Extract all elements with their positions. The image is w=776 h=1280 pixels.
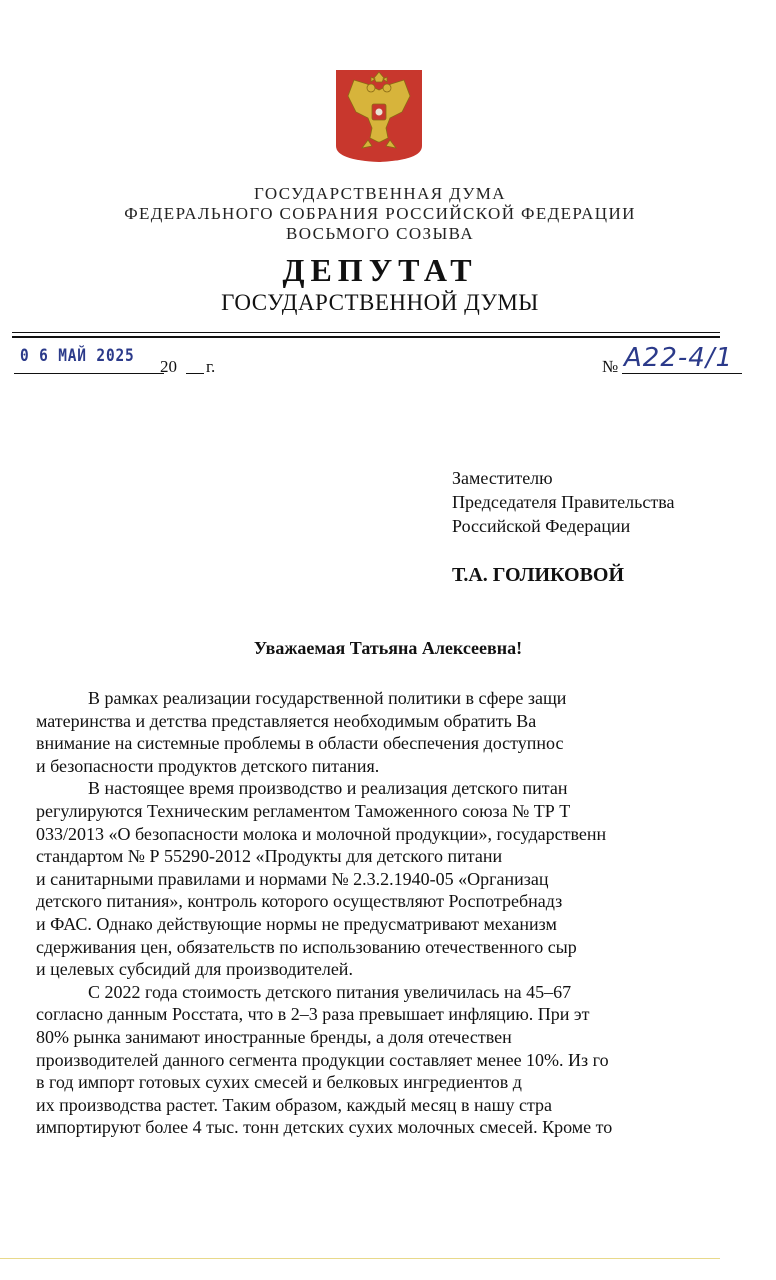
letterhead-line-convocation: ВОСЬМОГО СОЗЫВА (285, 224, 475, 243)
date-year-prefix: 20 (160, 357, 177, 376)
letterhead-title: ДЕПУТАТ (282, 252, 478, 288)
letter-body (36, 687, 756, 1139)
text-line: их производства растет. Таким образом, каждый месяц в нашу стра (36, 1094, 553, 1115)
text-line: С 2022 года стоимость детского питания увеличилась на 45–67 (88, 981, 572, 1002)
text-line: 80% рынка занимают иностранные бренды, а доля отечествен (36, 1026, 512, 1047)
number-sign: № (602, 357, 619, 376)
text-line: импортируют более 4 тыс. тонн детских сухих молочных смесей. Кроме то (36, 1117, 613, 1138)
date-underline (14, 373, 164, 374)
text-line: и целевых субсидий для производителей. (36, 959, 353, 980)
text-line: в год импорт готовых сухих смесей и белковых ингредиентов д (36, 1072, 522, 1093)
text-line: детского питания», контроль которого осуществляют Роспотребнадз (36, 891, 563, 912)
paragraph-3 (36, 981, 756, 1139)
letterhead-subtitle: ГОСУДАРСТВЕННОЙ ДУМЫ (221, 290, 539, 315)
text-line: внимание на системные проблемы в области обеспечения доступнос (36, 733, 564, 754)
text-line: стандартом № Р 55290-2012 «Продукты для детского питани (36, 846, 503, 867)
handwritten-number: А22-4/1 (624, 343, 734, 373)
header-rule-bottom (12, 336, 720, 338)
addressee-line: Российской Федерации (452, 516, 631, 536)
text-line: В рамках реализации государственной политики в сфере защи (88, 688, 567, 708)
text-line: согласно данным Росстата, что в 2–3 раза превышает инфляцию. При эт (36, 1004, 590, 1025)
coat-of-arms-emblem (334, 68, 424, 164)
letterhead-line-duma: ГОСУДАРСТВЕННАЯ ДУМА (254, 184, 506, 203)
paragraph-2 (36, 777, 756, 980)
salutation: Уважаемая Татьяна Алексеевна! (253, 638, 523, 658)
paragraph-1 (36, 687, 756, 777)
text-line: материнства и детства представляется необходимым обратить Ва (36, 710, 537, 731)
text-line: и ФАС. Однако действующие нормы не предусматривают механизм (36, 913, 557, 934)
date-stamp: 0 6 МАЙ 2025 (20, 346, 135, 366)
year-underline (186, 373, 204, 374)
addressee-name: Т.А. ГОЛИКОВОЙ (452, 564, 625, 586)
addressee-line: Заместителю (452, 468, 553, 488)
header-rule-top (12, 332, 720, 333)
date-year-suffix: г. (206, 357, 216, 376)
page-bottom-edge (0, 1258, 720, 1259)
text-line: производителей данного сегмента продукции составляет менее 10%. Из го (36, 1049, 609, 1070)
text-line: В настоящее время производство и реализация детского питан (88, 778, 568, 799)
number-underline (622, 373, 742, 374)
text-line: и санитарными правилами и нормами № 2.3.2.1940-05 «Организац (36, 868, 549, 889)
text-line: и безопасности продуктов детского питания. (36, 755, 380, 776)
text-line: сдерживания цен, обязательств по использованию отечественного сыр (36, 936, 577, 957)
letterhead-line-federal-assembly: ФЕДЕРАЛЬНОГО СОБРАНИЯ РОССИЙСКОЙ ФЕДЕРАЦИИ (124, 204, 636, 223)
text-line: 033/2013 «О безопасности молока и молочной продукции», государственн (36, 823, 607, 844)
addressee-block (452, 466, 674, 538)
addressee-line: Председателя Правительства (452, 492, 675, 512)
text-line: регулируются Техническим регламентом Таможенного союза № ТР Т (36, 800, 571, 821)
